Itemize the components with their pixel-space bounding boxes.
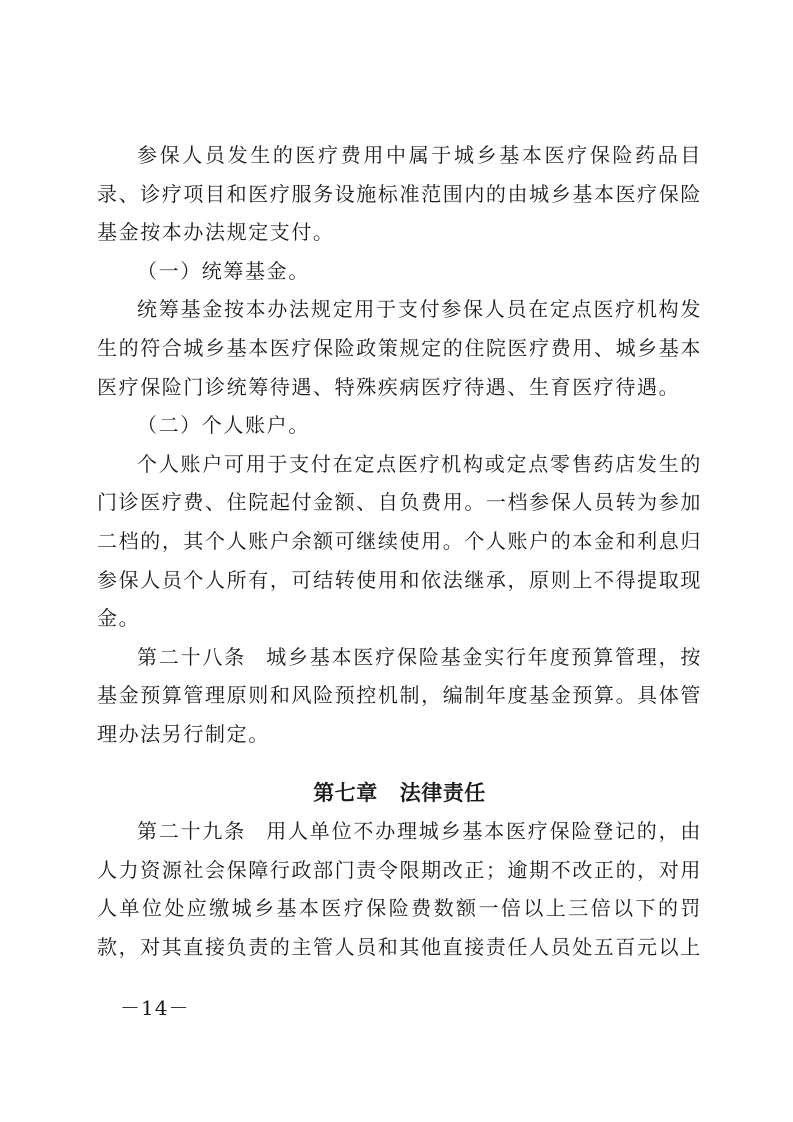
article-28-text: 城乡基本医疗保险基金实行年度预算管理，按基金预算管理原则和风险预控机制，编制年度基金预算。具体管理办法另行制定。 bbox=[97, 644, 702, 746]
heading-personal-account: （二）个人账户。 bbox=[137, 413, 310, 438]
document-body bbox=[97, 136, 702, 966]
article-28 bbox=[97, 638, 702, 754]
chapter-number: 第七章 bbox=[313, 779, 378, 805]
article-28-number: 第二十八条 bbox=[137, 644, 246, 669]
paragraph-pooling-fund: 统筹基金按本办法规定用于支付参保人员在定点医疗机构发生的符合城乡基本医疗保险政策规定的住院医疗费用、城乡基本医疗保险门诊统筹待遇、特殊疾病医疗待遇、生育医疗待遇。 bbox=[97, 297, 702, 399]
article-29 bbox=[97, 812, 702, 966]
paragraph-personal-account: 个人账户可用于支付在定点医疗机构或定点零售药店发生的门诊医疗费、住院起付金额、自负费用。一档参保人员转为参加二档的，其个人账户余额可继续使用。个人账户的本金和利息归参保人员个人所有，可结转使用和依法继承，原则上不得提取现金。 bbox=[97, 451, 702, 631]
article-29-text: 用人单位不办理城乡基本医疗保险登记的，由人力资源社会保障行政部门责令限期改正；逾期不改正的，对用人单位处应缴城乡基本医疗保险费数额一倍以上三倍以下的罚款，对其直接负责的主管人员和其他直接责任人员处五百元以上 bbox=[97, 819, 702, 959]
article-29-number: 第二十九条 bbox=[137, 819, 246, 844]
chapter-heading bbox=[97, 774, 702, 813]
paragraph-payment-scope: 参保人员发生的医疗费用中属于城乡基本医疗保险药品目录、诊疗项目和医疗服务设施标准范围内的由城乡基本医疗保险基金按本办法规定支付。 bbox=[97, 143, 702, 245]
page-number: －14－ bbox=[120, 996, 190, 1020]
heading-pooling-fund: （一）统筹基金。 bbox=[137, 258, 310, 283]
chapter-title: 法律责任 bbox=[399, 779, 486, 805]
